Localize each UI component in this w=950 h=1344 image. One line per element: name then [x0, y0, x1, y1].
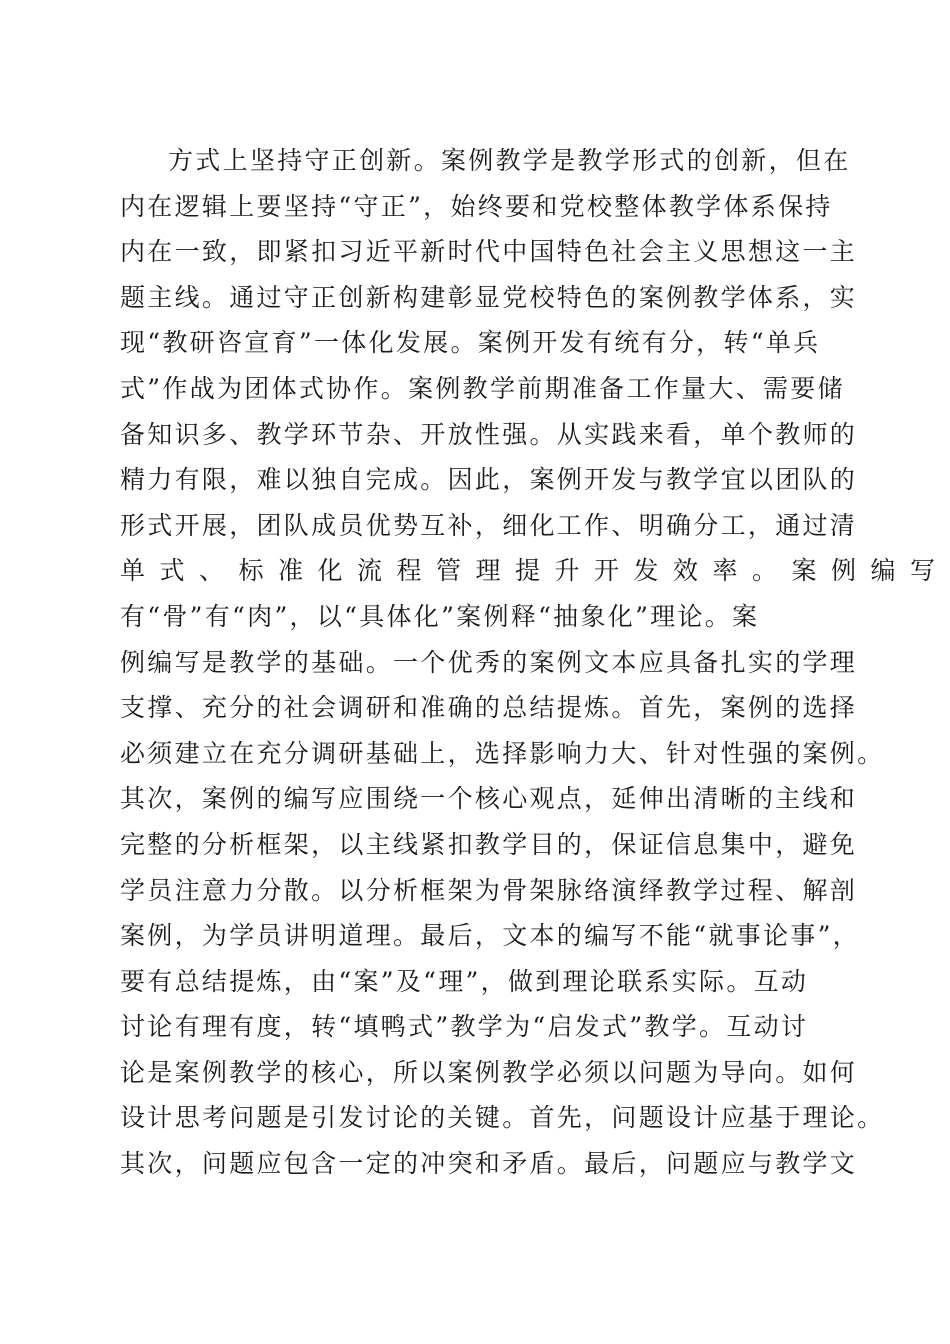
text-line-14: 必须建立在充分调研基础上，选择影响力大、针对性强的案例。: [120, 738, 885, 768]
text-line-2: 内在逻辑上要坚持“守正”，始终要和党校整体教学体系保持: [120, 191, 833, 221]
body-text: [120, 138, 950, 1187]
text-line-5: 现“教研咨宣育”一体化发展。案例开发有统有分，转“单兵: [120, 328, 821, 358]
text-line-1: 方式上坚持守正创新。案例教学是教学形式的创新，但在: [168, 146, 851, 175]
text-line-7: 备知识多、教学环节杂、开放性强。从实践来看，单个教师的: [120, 419, 858, 449]
text-line-20: 讨论有理有度，转“填鸭式”教学为“启发式”教学。互动讨: [120, 1012, 809, 1042]
text-line-23: 其次，问题应包含一定的冲突和矛盾。最后，问题应与教学文: [120, 1149, 858, 1179]
text-line-22: 设计思考问题是引发讨论的关键。首先，问题设计应基于理论。: [120, 1103, 885, 1133]
text-line-6: 式”作战为团体式协作。案例教学前期准备工作量大、需要储: [120, 373, 845, 403]
text-line-18: 案例，为学员讲明道理。最后，文本的编写不能“就事论事”，: [120, 921, 860, 951]
text-line-8: 精力有限，难以独自完成。因此，案例开发与教学宜以团队的: [120, 465, 858, 495]
text-line-3: 内在一致，即紧扣习近平新时代中国特色社会主义思想这一主: [120, 237, 858, 267]
text-line-19: 要有总结提炼，由“案”及“理”，做到理论联系实际。互动: [120, 966, 809, 996]
text-line-12: 例编写是教学的基础。一个优秀的案例文本应具备扎实的学理: [120, 647, 858, 677]
text-line-16: 完整的分析框架，以主线紧扣教学目的，保证信息集中，避免: [120, 829, 858, 859]
text-line-9: 形式开展，团队成员优势互补，细化工作、明确分工，通过清: [120, 510, 858, 540]
text-line-10: 单式、标准化流程管理提升开发效率。案例编写: [120, 556, 950, 586]
text-line-17: 学员注意力分散。以分析框架为骨架脉络演绎教学过程、解剖: [120, 875, 858, 905]
text-line-13: 支撑、充分的社会调研和准确的总结提炼。首先，案例的选择: [120, 693, 858, 723]
text-line-4: 题主线。通过守正创新构建彰显党校特色的案例教学体系，实: [120, 282, 858, 312]
text-line-15: 其次，案例的编写应围绕一个核心观点，延伸出清晰的主线和: [120, 784, 858, 814]
text-line-21: 论是案例教学的核心，所以案例教学必须以问题为导向。如何: [120, 1057, 858, 1087]
text-line-11: 有“骨”有“肉”，以“具体化”案例释“抽象化”理论。案: [120, 601, 760, 631]
